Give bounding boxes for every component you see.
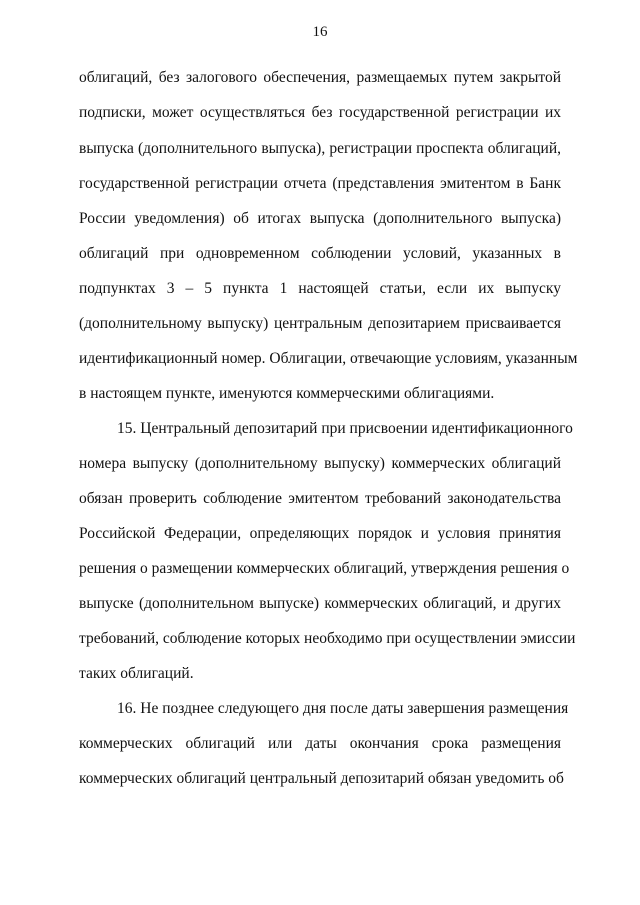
text-line: в настоящем пункте, именуются коммерческими облигациями. xyxy=(79,385,495,402)
text-line: России уведомления) об итогах выпуска (дополнительного выпуска) xyxy=(79,210,561,227)
text-line: государственной регистрации отчета (представления эмитентом в Банк xyxy=(79,175,561,192)
text-line: Российской Федерации, определяющих порядок и условия принятия xyxy=(79,525,561,542)
text-line: (дополнительному выпуску) центральным депозитарием присваивается xyxy=(79,315,561,332)
text-line: требований, соблюдение которых необходимо при осуществлении эмиссии xyxy=(79,630,576,647)
text-line: обязан проверить соблюдение эмитентом требований законодательства xyxy=(79,490,561,507)
text-line: коммерческих облигаций или даты окончания срока размещения xyxy=(79,735,561,752)
text-line: облигаций при одновременном соблюдении условий, указанных в xyxy=(79,245,561,262)
text-line: идентификационный номер. Облигации, отвечающие условиям, указанным xyxy=(79,350,578,367)
text-line: 16. Не позднее следующего дня после даты завершения размещения xyxy=(117,700,569,717)
text-line: таких облигаций. xyxy=(79,665,194,682)
text-line: облигаций, без залогового обеспечения, размещаемых путем закрытой xyxy=(79,69,561,86)
text-line: номера выпуску (дополнительному выпуску) коммерческих облигаций xyxy=(79,455,561,472)
text-line: 15. Центральный депозитарий при присвоении идентификационного xyxy=(117,420,573,437)
text-line: подпунктах 3 – 5 пункта 1 настоящей статьи, если их выпуску xyxy=(79,280,561,297)
text-line: выпуска (дополнительного выпуска), регистрации проспекта облигаций, xyxy=(79,140,561,157)
text-line: решения о размещении коммерческих облигаций, утверждения решения о xyxy=(79,560,570,577)
page-number: 16 xyxy=(312,24,328,40)
text-line: коммерческих облигаций центральный депозитарий обязан уведомить об xyxy=(79,770,564,787)
text-line: выпуске (дополнительном выпуске) коммерческих облигаций, и других xyxy=(79,595,561,612)
text-line: подписки, может осуществляться без государственной регистрации их xyxy=(79,104,561,121)
